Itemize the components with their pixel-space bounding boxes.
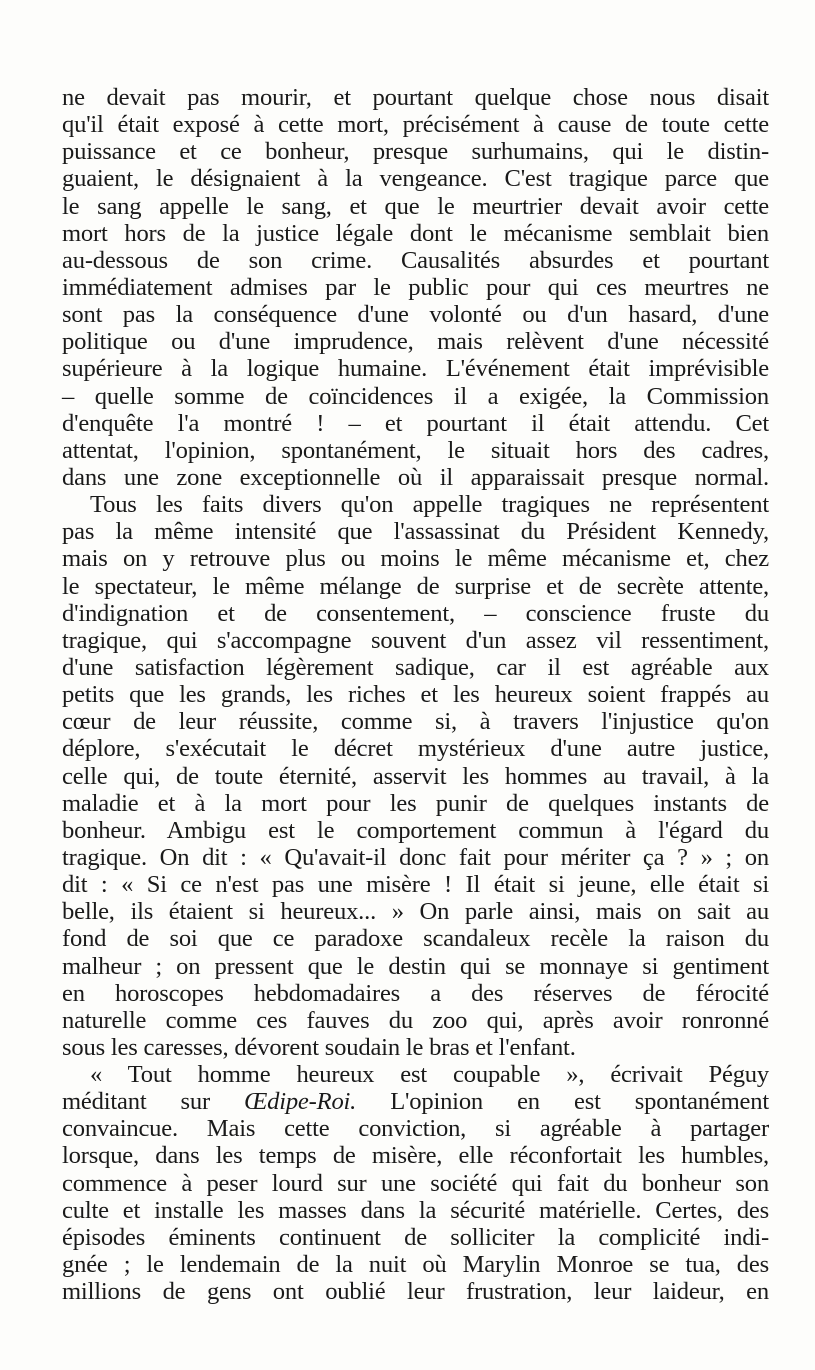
text-line: lorsque, dans les temps de misère, elle réconfortait les humbles, <box>62 1142 769 1170</box>
text-fragment: méditant sur <box>62 1088 245 1116</box>
text-line: en horoscopes hebdomadaires a des réserves de férocité <box>62 979 769 1007</box>
text-line: d'une satisfaction légèrement sadique, car il est agréable aux <box>62 653 769 681</box>
text-line: guaient, le désignaient à la vengeance. C'est tragique parce que <box>62 165 769 193</box>
text-line: culte et installe les masses dans la sécurité matérielle. Certes, des <box>62 1196 769 1224</box>
work-title: Œdipe-Roi. <box>244 1088 357 1116</box>
text-line: d'indignation et de consentement, – conscience fruste du <box>62 599 769 627</box>
text-line: le sang appelle le sang, et que le meurtrier devait avoir cette <box>62 192 769 220</box>
text-line: commence à peser lourd sur une société qui fait du bonheur son <box>62 1169 769 1197</box>
text-line: celle qui, de toute éternité, asservit les hommes au travail, à la <box>62 762 769 790</box>
text-line: belle, ils étaient si heureux... » On parle ainsi, mais on sait au <box>62 898 769 926</box>
text-line: Tous les faits divers qu'on appelle tragiques ne représentent <box>90 491 769 519</box>
text-line: naturelle comme ces fauves du zoo qui, après avoir ronronné <box>62 1006 769 1034</box>
text-line: millions de gens ont oublié leur frustration, leur laideur, en <box>62 1278 769 1306</box>
text-line: qu'il était exposé à cette mort, précisément à cause de toute cette <box>62 111 769 139</box>
text-line: petits que les grands, les riches et les heureux soient frappés au <box>62 681 769 709</box>
text-line: dans une zone exceptionnelle où il apparaissait presque normal. <box>62 463 769 491</box>
body-text <box>62 84 769 1305</box>
text-line: tragique, qui s'accompagne souvent d'un assez vil ressentiment, <box>62 626 769 654</box>
text-line: gnée ; le lendemain de la nuit où Marylin Monroe se tua, des <box>62 1251 769 1279</box>
text-line: tragique. On dit : « Qu'avait-il donc fait pour mériter ça ? » ; on <box>62 843 769 871</box>
text-line: mais on y retrouve plus ou moins le même mécanisme et, chez <box>62 545 769 573</box>
text-line: déplore, s'exécutait le décret mystérieux d'une autre justice, <box>62 735 769 763</box>
text-line: – quelle somme de coïncidences il a exigée, la Commission <box>62 382 769 410</box>
paragraph-3 <box>62 1061 769 1305</box>
text-line: maladie et à la mort pour les punir de quelques instants de <box>62 789 769 817</box>
text-line: épisodes éminents continuent de solliciter la complicité indi- <box>62 1223 769 1251</box>
text-line-with-title <box>62 1088 769 1115</box>
text-line: cœur de leur réussite, comme si, à travers l'injustice qu'on <box>62 708 769 736</box>
text-fragment: L'opinion en est spontanément <box>356 1088 769 1116</box>
text-line: attentat, l'opinion, spontanément, le situait hors des cadres, <box>62 436 769 464</box>
paragraph-2 <box>62 491 769 1061</box>
text-line: immédiatement admises par le public pour qui ces meurtres ne <box>62 273 769 301</box>
text-line: fond de soi que ce paradoxe scandaleux recèle la raison du <box>62 925 769 953</box>
text-line: le spectateur, le même mélange de surprise et de secrète attente, <box>62 572 769 600</box>
paragraph-1 <box>62 84 769 491</box>
text-line: dit : « Si ce n'est pas une misère ! Il était si jeune, elle était si <box>62 871 769 899</box>
text-line: malheur ; on pressent que le destin qui se monnaye si gentiment <box>62 952 769 980</box>
text-line: « Tout homme heureux est coupable », écrivait Péguy <box>90 1061 769 1089</box>
text-line: mort hors de la justice légale dont le mécanisme semblait bien <box>62 219 769 247</box>
text-line: puissance et ce bonheur, presque surhumains, qui le distin- <box>62 138 769 166</box>
text-line: sous les caresses, dévorent soudain le bras et l'enfant. <box>62 1033 576 1061</box>
text-line: au-dessous de son crime. Causalités absurdes et pourtant <box>62 246 769 274</box>
text-line: bonheur. Ambigu est le comportement commun à l'égard du <box>62 816 769 844</box>
text-line: sont pas la conséquence d'une volonté ou d'un hasard, d'une <box>62 301 769 329</box>
text-line: convaincue. Mais cette conviction, si agréable à partager <box>62 1115 769 1143</box>
text-line: d'enquête l'a montré ! – et pourtant il était attendu. Cet <box>62 409 769 437</box>
text-line: politique ou d'une imprudence, mais relèvent d'une nécessité <box>62 328 769 356</box>
text-line: ne devait pas mourir, et pourtant quelque chose nous disait <box>62 84 769 111</box>
text-line: pas la même intensité que l'assassinat du Président Kennedy, <box>62 518 769 546</box>
text-line: supérieure à la logique humaine. L'événement était imprévisible <box>62 355 769 383</box>
